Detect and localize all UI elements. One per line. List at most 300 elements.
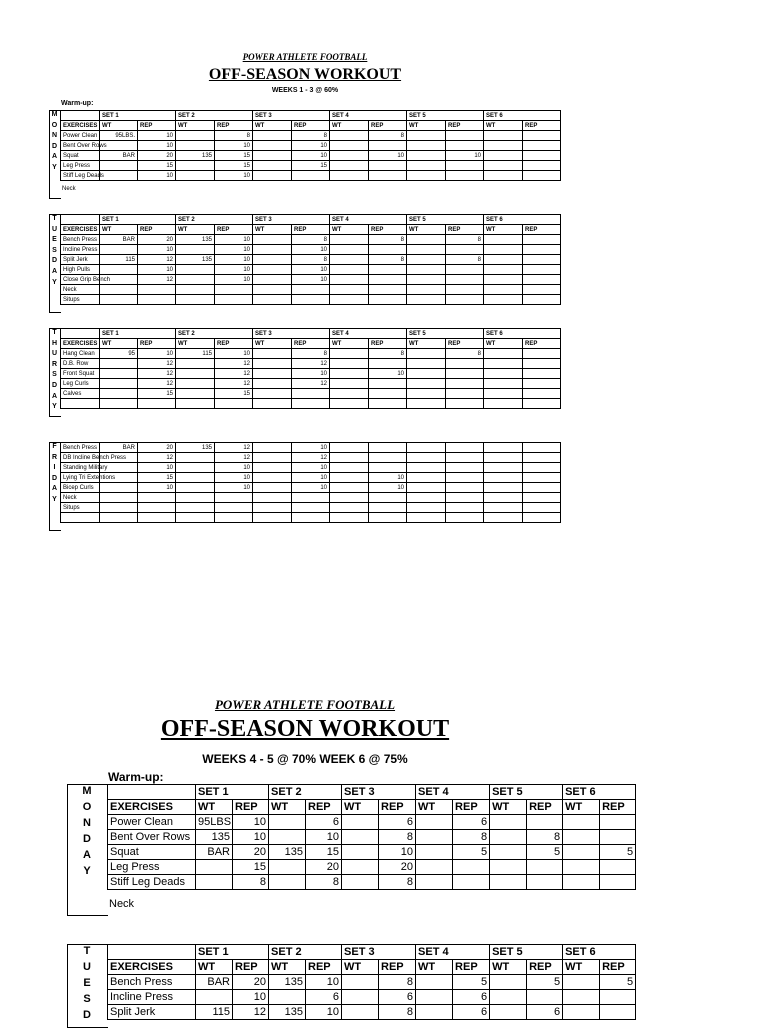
cell-value: 10 <box>292 369 330 379</box>
sub-header: REP <box>379 800 416 815</box>
table-row <box>108 860 636 875</box>
sub-header: WT <box>330 339 369 349</box>
cell-value: 15 <box>138 389 176 399</box>
cell-value <box>342 875 379 890</box>
sub-header-row <box>61 225 561 235</box>
cell-value <box>253 379 292 389</box>
cell-value <box>176 379 215 389</box>
cell-value <box>330 359 369 369</box>
cell-value <box>176 463 215 473</box>
set-header: SET 5 <box>407 111 484 121</box>
cell-value <box>176 141 215 151</box>
day-note: Neck <box>62 186 76 193</box>
cell-value <box>523 359 561 369</box>
day-letter: Y <box>52 164 57 171</box>
set-header: SET 4 <box>416 785 490 800</box>
table-row <box>61 285 561 295</box>
cell-value <box>407 379 446 389</box>
table-row <box>61 379 561 389</box>
cell-value <box>523 265 561 275</box>
cell-value <box>484 285 523 295</box>
cell-value <box>563 815 600 830</box>
day-letter: S <box>83 993 91 1005</box>
cell-value <box>527 875 563 890</box>
cell-value: 8 <box>292 131 330 141</box>
day-letter: F <box>52 443 57 450</box>
cell-value <box>416 815 453 830</box>
cell-value: 20 <box>306 860 342 875</box>
set-header: SET 1 <box>196 945 269 960</box>
day-letter: Y <box>52 278 57 286</box>
cell-value <box>369 359 407 369</box>
sub-header: REP <box>453 960 490 975</box>
cell-value: 8 <box>446 255 484 265</box>
cell-value <box>215 399 253 409</box>
table-row <box>61 151 561 161</box>
header-blank <box>61 215 100 225</box>
set-header: SET 2 <box>269 945 342 960</box>
exercise-name: Calves <box>61 389 100 399</box>
cell-value <box>176 483 215 493</box>
cell-value <box>446 265 484 275</box>
cell-value: 12 <box>292 379 330 389</box>
cell-value <box>523 349 561 359</box>
exercise-name: Bent Over Rows <box>108 830 196 845</box>
cell-value: 8 <box>369 255 407 265</box>
table-row <box>61 389 561 399</box>
cell-value <box>253 483 292 493</box>
cell-value <box>407 443 446 453</box>
sub-header: REP <box>600 800 636 815</box>
cell-value: 5 <box>600 975 636 990</box>
cell-value <box>416 845 453 860</box>
exercise-name: Squat <box>61 151 100 161</box>
cell-value: 15 <box>215 151 253 161</box>
cell-value <box>446 131 484 141</box>
cell-value <box>330 235 369 245</box>
cell-value <box>196 875 233 890</box>
cell-value <box>484 151 523 161</box>
cell-value <box>100 295 138 305</box>
sub-header: REP <box>306 960 342 975</box>
cell-value <box>407 349 446 359</box>
cell-value <box>330 275 369 285</box>
cell-value: 10 <box>215 255 253 265</box>
cell-value <box>176 503 215 513</box>
sub-header: WT <box>196 960 233 975</box>
cell-value <box>416 990 453 1005</box>
cell-value <box>484 443 523 453</box>
table-row <box>61 295 561 305</box>
cell-value <box>523 245 561 255</box>
exercise-name: Split Jerk <box>108 1005 196 1020</box>
set-header: SET 1 <box>196 785 269 800</box>
exercise-name: Bench Press <box>108 975 196 990</box>
cell-value <box>523 493 561 503</box>
cell-value: 12 <box>292 453 330 463</box>
cell-value <box>523 473 561 483</box>
cell-value <box>446 171 484 181</box>
cell-value <box>100 359 138 369</box>
cell-value: 8 <box>527 830 563 845</box>
cell-value: 20 <box>233 975 269 990</box>
sub-header: REP <box>233 960 269 975</box>
set-header: SET 1 <box>100 111 176 121</box>
cell-value <box>369 285 407 295</box>
cell-value <box>330 131 369 141</box>
sub-header-row <box>61 121 561 131</box>
sub-header: WT <box>269 960 306 975</box>
table-row <box>61 161 561 171</box>
cell-value <box>138 503 176 513</box>
cell-value <box>600 1005 636 1020</box>
cell-value <box>563 1005 600 1020</box>
cell-value <box>407 151 446 161</box>
cell-value <box>369 513 407 523</box>
exercise-name: Bench Press <box>61 443 100 453</box>
cell-value: 135 <box>176 151 215 161</box>
cell-value: 10 <box>215 265 253 275</box>
cell-value <box>330 443 369 453</box>
exercise-name: Leg Press <box>61 161 100 171</box>
cell-value: 10 <box>138 265 176 275</box>
cell-value <box>416 975 453 990</box>
table-row <box>61 493 561 503</box>
cell-value <box>523 285 561 295</box>
sub-header: REP <box>453 800 490 815</box>
cell-value <box>100 245 138 255</box>
cell-value: 6 <box>453 1005 490 1020</box>
cell-value <box>527 860 563 875</box>
cell-value: 8 <box>306 875 342 890</box>
cell-value <box>342 990 379 1005</box>
cell-value <box>563 830 600 845</box>
sub-header: REP <box>527 800 563 815</box>
sub-header: REP <box>369 339 407 349</box>
day-letter: S <box>52 371 57 379</box>
sub-header: REP <box>292 339 330 349</box>
cell-value <box>407 483 446 493</box>
sub-header: REP <box>215 225 253 235</box>
cell-value <box>138 399 176 409</box>
weeks-label: WEEKS 1 - 3 @ 60% <box>271 87 339 94</box>
set-header: SET 6 <box>563 945 636 960</box>
cell-value <box>330 503 369 513</box>
day-letter: T <box>83 945 91 957</box>
cell-value: 8 <box>292 255 330 265</box>
day-letter: I <box>53 464 56 472</box>
set-header: SET 1 <box>100 215 176 225</box>
cell-value <box>253 359 292 369</box>
exercise-name: Incline Press <box>108 990 196 1005</box>
cell-value: 12 <box>292 359 330 369</box>
cell-value <box>563 845 600 860</box>
cell-value: 12 <box>138 275 176 285</box>
cell-value <box>330 513 369 523</box>
cell-value <box>484 389 523 399</box>
cell-value <box>490 990 527 1005</box>
set-header: SET 6 <box>484 111 561 121</box>
table-row <box>61 483 561 493</box>
set-header: SET 1 <box>100 329 176 339</box>
cell-value <box>527 815 563 830</box>
cell-value <box>292 295 330 305</box>
sub-header: REP <box>306 800 342 815</box>
cell-value <box>490 845 527 860</box>
sub-header: WT <box>563 960 600 975</box>
cell-value: 95 <box>100 349 138 359</box>
cell-value <box>369 399 407 409</box>
cell-value <box>446 275 484 285</box>
cell-value <box>523 443 561 453</box>
cell-value: 5 <box>453 845 490 860</box>
cell-value <box>523 389 561 399</box>
cell-value <box>330 245 369 255</box>
sub-header: WT <box>269 800 306 815</box>
cell-value <box>330 463 369 473</box>
cell-value: 115 <box>196 1005 233 1020</box>
cell-value: 8 <box>369 131 407 141</box>
sub-header: WT <box>490 800 527 815</box>
sub-header: REP <box>369 225 407 235</box>
table-row <box>61 513 561 523</box>
workout-title-2: OFF-SEASON WORKOUT <box>160 716 450 742</box>
cell-value <box>369 295 407 305</box>
cell-value <box>253 453 292 463</box>
day-letter: A <box>83 849 91 861</box>
cell-value: 15 <box>138 473 176 483</box>
workout-table <box>60 214 561 305</box>
cell-value: 10 <box>138 141 176 151</box>
cell-value: 10 <box>306 1005 342 1020</box>
cell-value <box>176 359 215 369</box>
cell-value: 10 <box>215 235 253 245</box>
cell-value: 12 <box>138 255 176 265</box>
cell-value <box>138 513 176 523</box>
table-row <box>61 171 561 181</box>
sub-header: WT <box>342 960 379 975</box>
cell-value <box>484 171 523 181</box>
cell-value <box>215 493 253 503</box>
cell-value: 10 <box>369 369 407 379</box>
cell-value <box>253 161 292 171</box>
cell-value <box>446 359 484 369</box>
cell-value: 8 <box>379 1005 416 1020</box>
exercise-name: Neck <box>61 285 100 295</box>
cell-value <box>253 235 292 245</box>
exercise-name <box>61 513 100 523</box>
cell-value <box>490 860 527 875</box>
cell-value: 6 <box>527 1005 563 1020</box>
cell-value: 15 <box>233 860 269 875</box>
cell-value: 6 <box>306 815 342 830</box>
cell-value: 10 <box>138 483 176 493</box>
cell-value <box>176 245 215 255</box>
cell-value <box>484 463 523 473</box>
cell-value <box>523 131 561 141</box>
table-row <box>61 245 561 255</box>
cell-value <box>330 349 369 359</box>
cell-value <box>484 493 523 503</box>
cell-value <box>407 359 446 369</box>
set-header: SET 3 <box>342 785 416 800</box>
cell-value <box>600 875 636 890</box>
cell-value <box>407 131 446 141</box>
cell-value: 10 <box>215 349 253 359</box>
cell-value <box>484 369 523 379</box>
sub-header: REP <box>138 225 176 235</box>
cell-value <box>253 285 292 295</box>
cell-value <box>253 349 292 359</box>
cell-value: 95LBS <box>196 815 233 830</box>
cell-value <box>369 503 407 513</box>
cell-value: 10 <box>292 275 330 285</box>
cell-value <box>407 369 446 379</box>
cell-value: 5 <box>527 845 563 860</box>
cell-value <box>369 493 407 503</box>
cell-value <box>446 453 484 463</box>
exercise-name: Front Squat <box>61 369 100 379</box>
cell-value <box>563 975 600 990</box>
cell-value: 8 <box>446 349 484 359</box>
cell-value <box>215 503 253 513</box>
table-row <box>108 975 636 990</box>
cell-value: 6 <box>306 990 342 1005</box>
cell-value <box>330 483 369 493</box>
cell-value <box>100 493 138 503</box>
sub-header: WT <box>330 225 369 235</box>
cell-value <box>253 245 292 255</box>
cell-value <box>330 473 369 483</box>
cell-value <box>523 161 561 171</box>
cell-value <box>407 473 446 483</box>
cell-value <box>269 815 306 830</box>
cell-value: 5 <box>600 845 636 860</box>
sub-header: WT <box>100 339 138 349</box>
cell-value <box>484 453 523 463</box>
exercise-name: Stiff Leg Deads <box>108 875 196 890</box>
cell-value <box>292 493 330 503</box>
cell-value <box>292 285 330 295</box>
cell-value: 10 <box>292 245 330 255</box>
cell-value: 135 <box>269 975 306 990</box>
cell-value: 10 <box>233 830 269 845</box>
cell-value: 10 <box>215 171 253 181</box>
cell-value <box>407 161 446 171</box>
day-letter: O <box>82 801 92 813</box>
cell-value <box>484 295 523 305</box>
cell-value <box>484 161 523 171</box>
brand-title: POWER ATHLETE FOOTBALL <box>242 52 368 62</box>
cell-value <box>369 463 407 473</box>
cell-value <box>523 141 561 151</box>
table-row <box>61 255 561 265</box>
cell-value <box>407 463 446 473</box>
cell-value <box>176 369 215 379</box>
set-header: SET 5 <box>490 785 563 800</box>
cell-value <box>446 483 484 493</box>
cell-value: 12 <box>138 359 176 369</box>
cell-value <box>176 161 215 171</box>
cell-value <box>253 399 292 409</box>
cell-value <box>176 171 215 181</box>
set-header: SET 3 <box>342 945 416 960</box>
cell-value: 6 <box>453 990 490 1005</box>
cell-value: 10 <box>233 990 269 1005</box>
cell-value <box>523 235 561 245</box>
cell-value <box>523 369 561 379</box>
cell-value <box>484 399 523 409</box>
cell-value <box>253 141 292 151</box>
cell-value <box>446 161 484 171</box>
sub-header: WT <box>484 225 523 235</box>
cell-value: 12 <box>138 453 176 463</box>
table-row <box>108 1005 636 1020</box>
cell-value: 10 <box>215 463 253 473</box>
cell-value <box>100 369 138 379</box>
sub-header: REP <box>527 960 563 975</box>
sub-header: WT <box>407 339 446 349</box>
cell-value <box>407 503 446 513</box>
cell-value: BAR <box>196 845 233 860</box>
cell-value: 12 <box>215 453 253 463</box>
cell-value <box>253 443 292 453</box>
cell-value: 5 <box>527 975 563 990</box>
cell-value <box>330 255 369 265</box>
cell-value: BAR <box>100 443 138 453</box>
sub-header: REP <box>215 339 253 349</box>
cell-value <box>407 493 446 503</box>
cell-value <box>490 1005 527 1020</box>
set-header: SET 4 <box>330 329 407 339</box>
cell-value <box>196 860 233 875</box>
exercises-header: EXERCISES <box>108 960 196 975</box>
day-letter: O <box>51 121 58 129</box>
cell-value: 10 <box>215 245 253 255</box>
set-header: SET 6 <box>563 785 636 800</box>
cell-value: 10 <box>215 473 253 483</box>
workout-table <box>107 944 636 1020</box>
cell-value <box>484 235 523 245</box>
set-header: SET 6 <box>484 215 561 225</box>
cell-value <box>446 503 484 513</box>
set-header: SET 4 <box>330 215 407 225</box>
cell-value <box>292 399 330 409</box>
cell-value: 8 <box>292 235 330 245</box>
cell-value <box>416 1005 453 1020</box>
cell-value <box>292 171 330 181</box>
cell-value <box>176 513 215 523</box>
cell-value <box>523 463 561 473</box>
exercises-header: EXERCISES <box>61 339 100 349</box>
cell-value <box>342 830 379 845</box>
cell-value <box>176 399 215 409</box>
cell-value: 8 <box>379 875 416 890</box>
cell-value <box>253 473 292 483</box>
cell-value <box>523 399 561 409</box>
cell-value <box>407 245 446 255</box>
cell-value: BAR <box>100 151 138 161</box>
cell-value: 10 <box>138 349 176 359</box>
cell-value <box>215 513 253 523</box>
table-row <box>61 453 561 463</box>
cell-value <box>330 379 369 389</box>
cell-value: 8 <box>453 830 490 845</box>
sub-header: REP <box>233 800 269 815</box>
cell-value: 10 <box>369 473 407 483</box>
cell-value <box>484 131 523 141</box>
sub-header: WT <box>176 121 215 131</box>
